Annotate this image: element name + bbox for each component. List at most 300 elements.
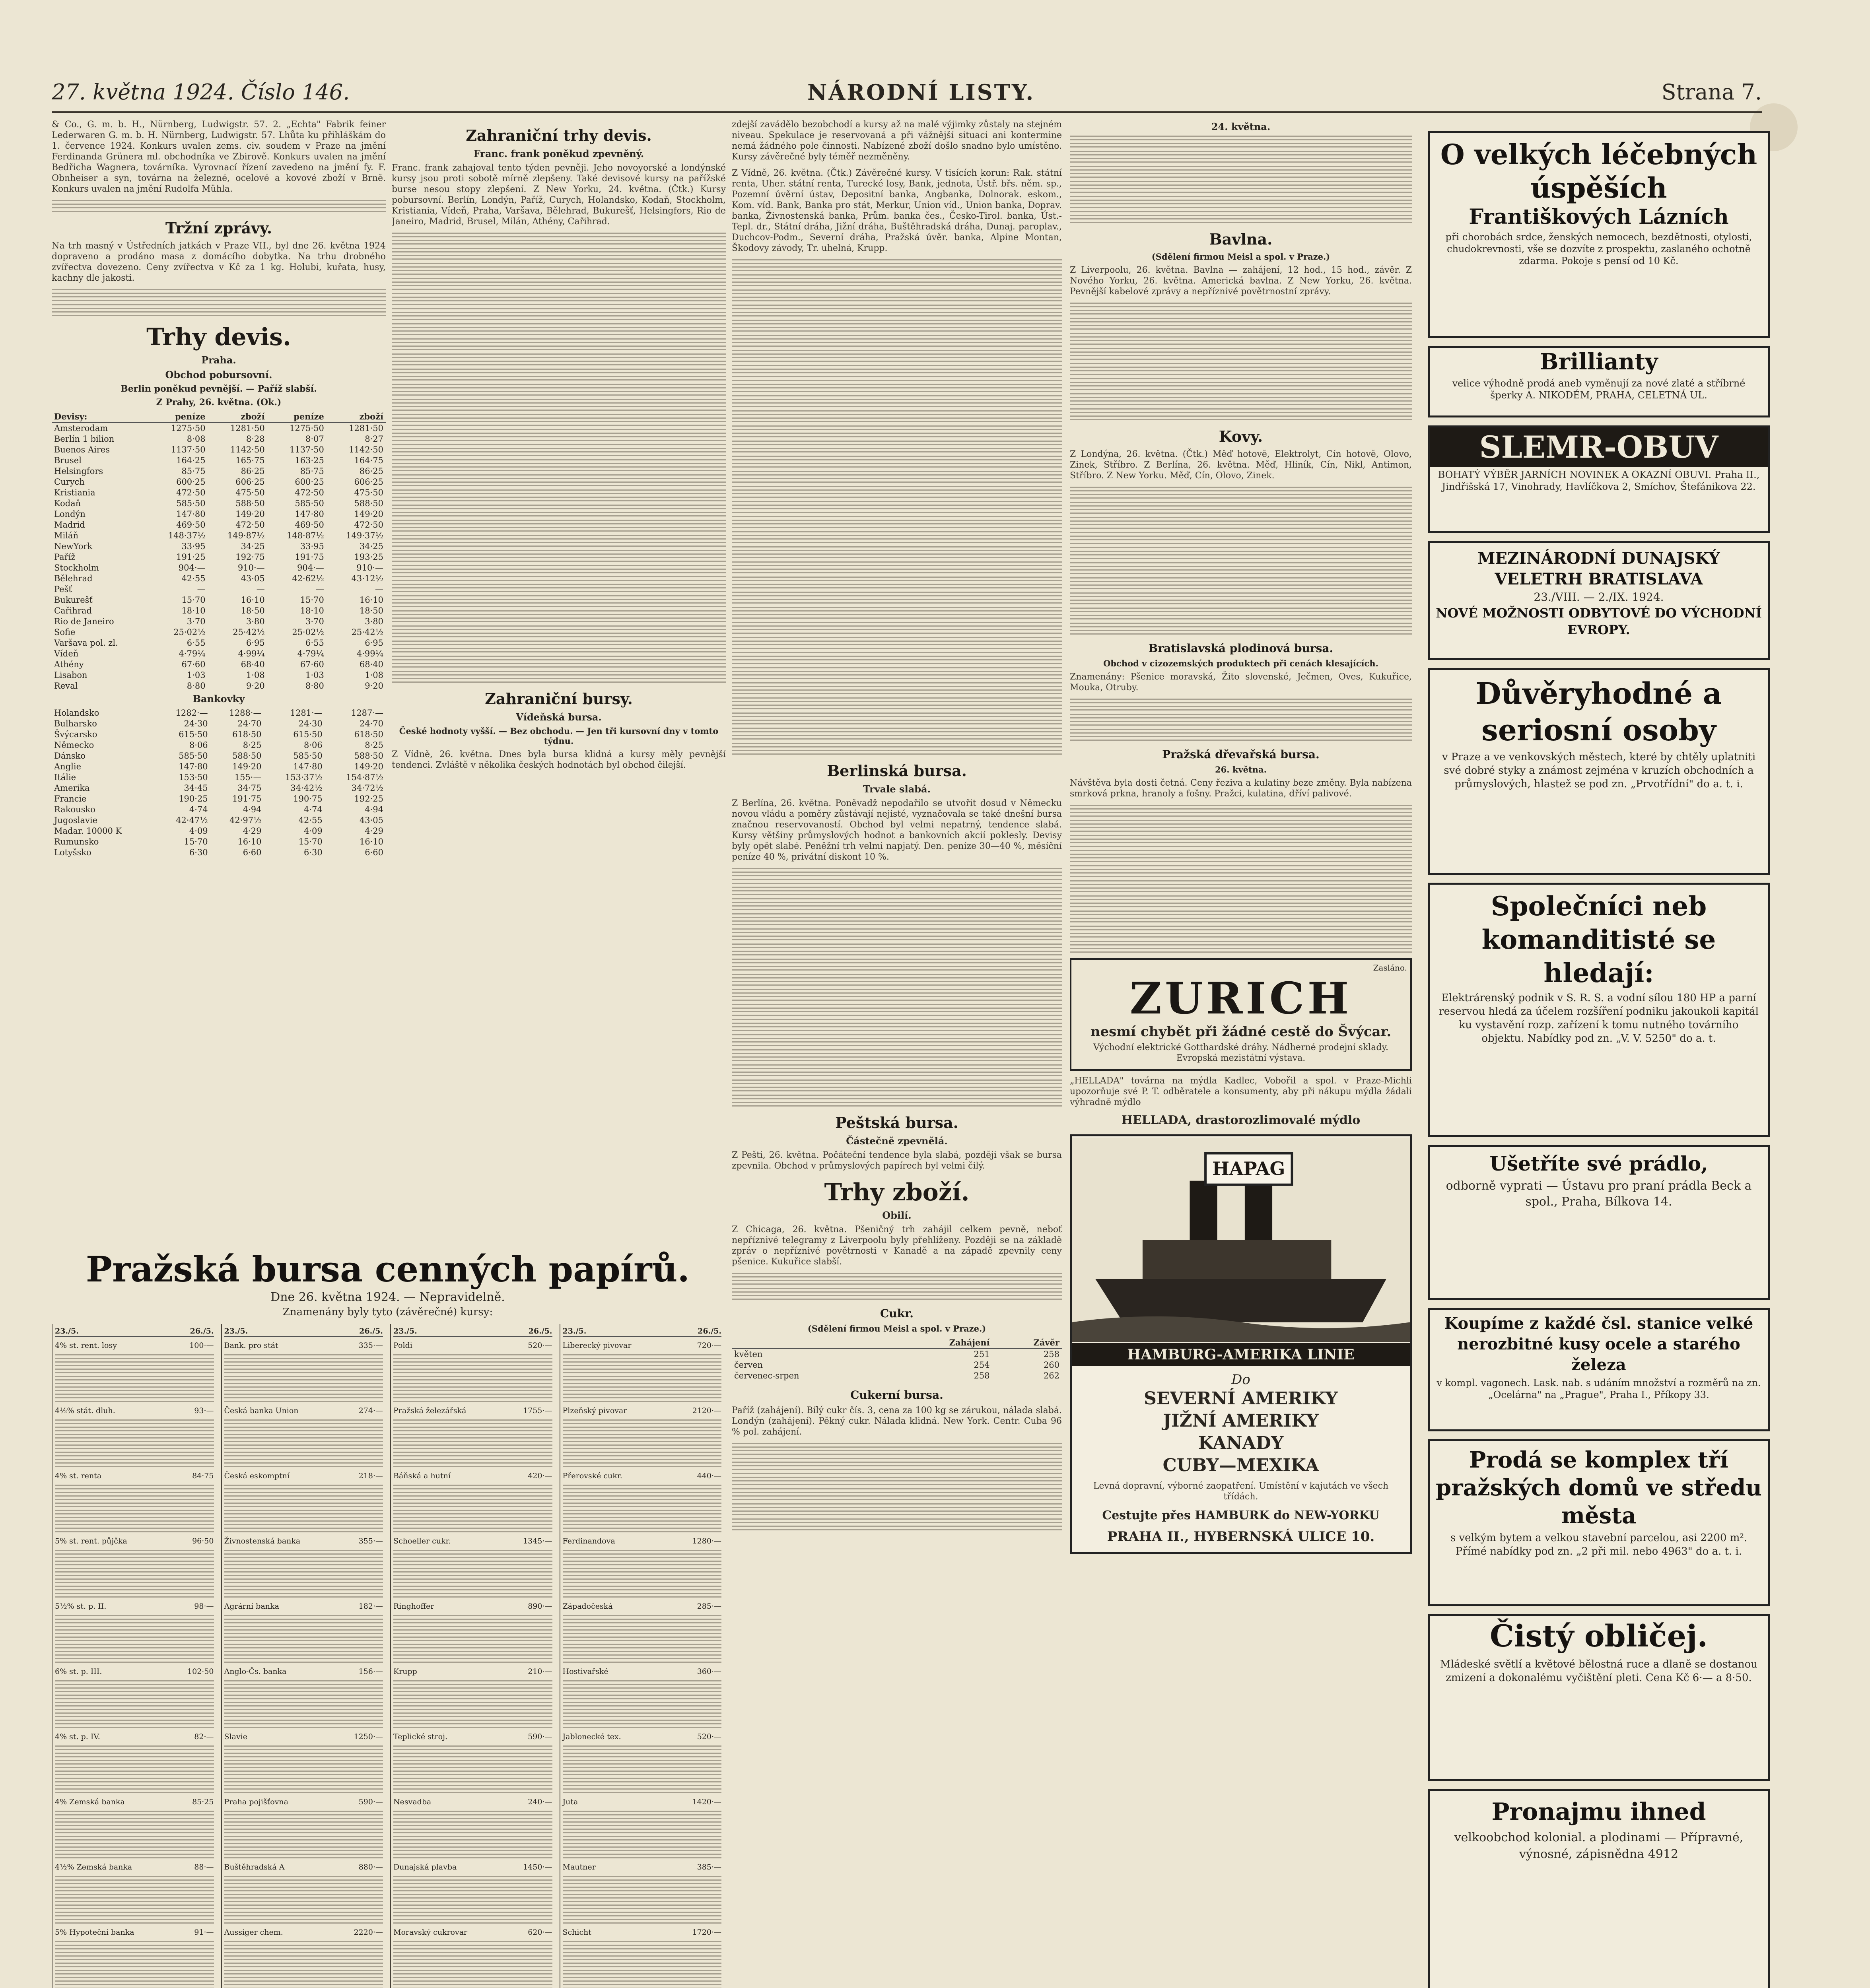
- bursa-row: [224, 1602, 383, 1611]
- ship-do: Do: [1231, 1372, 1250, 1388]
- security-name: Poldi: [393, 1341, 412, 1350]
- table-cell: 163·25: [295, 456, 324, 465]
- devisy-row: [52, 477, 386, 487]
- devisy-row: [52, 681, 386, 691]
- text-lines: [732, 1473, 1062, 1485]
- table-cell: —: [197, 584, 206, 594]
- table-cell: 34·25: [359, 542, 383, 551]
- security-price: 1280·—: [692, 1537, 721, 1545]
- bursa-row: [55, 1667, 214, 1676]
- table-cell: Athény: [54, 660, 84, 669]
- devisy-table: [52, 411, 386, 691]
- text-lines: [1070, 487, 1412, 499]
- ad-zelezo-text: v kompl. vagonech. Lask. nab. s udáním množství a rozměrů na zn. „Ocelárna" na „Prague", Praha I., Příkopy 33.: [1437, 1377, 1761, 1400]
- text-lines: [732, 274, 1062, 286]
- security-price: 335·—: [358, 1341, 383, 1350]
- videnska-text: Z Vídně, 26. května. Dnes byla bursa klidná a kursy měly pevnější tendenci. Zvláště v několika českých hodnotách byl obchod čilejší.: [392, 749, 726, 770]
- table-cell: 262: [1043, 1371, 1059, 1380]
- bursa-row: [393, 1732, 552, 1741]
- table-cell: 6·55: [305, 638, 324, 648]
- text-lines: [732, 546, 1062, 558]
- devisy-row: [52, 595, 386, 606]
- table-cell: Německo: [54, 740, 94, 750]
- table-cell: 1142·50: [230, 445, 265, 454]
- ad-pradlo-text: odborně vyprati — Ústavu pro praní prádla Beck a spol., Praha, Bílkova 14.: [1446, 1179, 1752, 1209]
- table-cell: 15·70: [298, 837, 323, 846]
- security-name: Juta: [562, 1798, 578, 1806]
- table-cell: 191·25: [176, 552, 206, 562]
- bursa-row: [563, 1862, 722, 1872]
- table-cell: 1·03: [187, 670, 206, 680]
- text-lines: [732, 652, 1062, 664]
- text-lines: [392, 671, 726, 683]
- security-price: 355·—: [358, 1537, 383, 1545]
- zahranicni-trhy-heading: Zahraniční trhy devis.: [466, 126, 652, 144]
- bankovky-table: [52, 708, 386, 858]
- table-cell: Londýn: [54, 509, 86, 519]
- masthead-title: NÁRODNÍ LISTY.: [807, 80, 1035, 105]
- pestska-bursa-heading: Peštská bursa.: [835, 1114, 958, 1132]
- table-cell: Dánsko: [54, 751, 86, 761]
- column-1: [52, 119, 386, 1244]
- berlinska-text: Z Berlína, 26. května. Poněvadž nepodařilo se utvořit dosud v Německu novou vládu a poměry zůstávají nejisté, vyznačovala se také dnešní bursa značnou reservovaností. Obchod byl velmi nepatrný, tendence slabá. Kursy většiny průmyslových hodnot a bankovních akcií poklesly. Devisy byly opět slabé. Peněžní trh velmi napjatý. Den. peníze 30—40 %, měsíční peníze 40 %, privátní diskont 10 %.: [732, 798, 1062, 862]
- text-lines: [732, 380, 1062, 392]
- table-cell: 6·55: [187, 638, 206, 648]
- text-lines: [563, 1354, 722, 1402]
- text-lines: [392, 535, 726, 547]
- security-price: 100·—: [189, 1341, 214, 1350]
- bankovky-row: [52, 837, 386, 847]
- table-cell: 4·74: [303, 805, 323, 814]
- ad-proda-se-domy: [1428, 1439, 1770, 1606]
- bursa-row: [224, 1862, 383, 1872]
- ad-spolecnici: [1428, 883, 1770, 1137]
- table-cell: Vídeň: [54, 649, 79, 658]
- security-price: 274·—: [358, 1406, 383, 1415]
- security-price: 82·—: [194, 1732, 214, 1741]
- column-header: zboží: [208, 411, 267, 423]
- ad-pronajmu-title: Pronajmu ihned: [1491, 1798, 1706, 1826]
- table-cell: červen: [734, 1360, 763, 1370]
- table-cell: 1281·—: [290, 708, 323, 718]
- devisy-row: [52, 670, 386, 681]
- text-lines: [1070, 196, 1412, 208]
- bratislavska-heading: Bratislavská plodinová bursa.: [1148, 642, 1333, 655]
- table-cell: 34·75: [237, 783, 262, 793]
- col3-intro: zdejší zavádělo bezobchodí a kursy až na malé výjimky zůstaly na stejném niveau. Spekulace je reservovaná a při vážnější situaci ani kontermine nemá žádného pole činnosti. Nabízené zboží došlo snadno bylo umístěno. Kursy závěrečné byly téměř nezměněny. Z Vídně, 26. května. (Čtk.) Závěrečné kursy. V tisících korun: Rak. státní renta, Uher. státní renta, Turecké losy, Bank, jednota, Ústř. břs. něm. sp., Pozemní úvěrní ústav, Depositní banka, Angbanka, Dolnorak. eskom., Kom. víd. Bank, Banka pro stát, Merkur, Union víd., Union banka, Doprav. banka, Živnostenská banka, Prům. banka čes., Česko-Tirol. banka, Úst.-Tepl. dr., Státní dráha, Jižní dráha, Buštěhradská dráha, Dunaj. paroplav., Duchcov-Podm., Severní dráha, Pražská úvěr. banka, Alpine Montan, Škodovy závody, Tr. uhelná, Krupp.: [732, 120, 1062, 253]
- text-lines: [1070, 835, 1412, 847]
- table-cell: 6·60: [365, 848, 383, 857]
- text-lines: [732, 425, 1062, 437]
- security-name: Teplické stroj.: [393, 1732, 448, 1741]
- bankovky-subheading: Bankovky: [192, 693, 245, 705]
- table-cell: 192·75: [235, 552, 265, 562]
- table-cell: 585·50: [176, 499, 206, 508]
- text-lines: [563, 1550, 722, 1598]
- text-lines: [732, 365, 1062, 377]
- ad-brillianty-text: velice výhodně prodá aneb vyměnují za nové zlaté a stříbrné šperky A. NIKODÉM, PRAHA, CELETNÁ UL.: [1452, 378, 1746, 401]
- security-name: 5% st. rent. půjčka: [55, 1537, 127, 1545]
- table-cell: 4·79¼: [179, 649, 206, 658]
- cukr-row: [732, 1349, 1062, 1360]
- text-lines: [732, 486, 1062, 498]
- table-cell: 16·10: [359, 595, 383, 605]
- security-price: 1450·—: [523, 1863, 552, 1872]
- hellada-text: „HELLADA" továrna na mýdla Kadlec, Vobořil a spol. v Praze-Michli upozorňuje své P. T. odběratele a konsumenty, aby při nákupu mýdla žádali výhradně mýdlo: [1070, 1076, 1412, 1107]
- table-cell: Reval: [54, 681, 78, 691]
- table-cell: 1142·50: [349, 445, 383, 454]
- security-name: 4% st. p. IV.: [55, 1732, 100, 1741]
- bankovky-row: [52, 826, 386, 837]
- table-cell: Bukurešť: [54, 595, 93, 605]
- table-cell: 1282·—: [175, 708, 208, 718]
- table-cell: 615·50: [179, 730, 208, 739]
- table-cell: 910·—: [356, 563, 383, 573]
- pestska-text: Z Pešti, 26. května. Počáteční tendence byla slabá, později však se bursa zpevnila. Obchod v průmyslových papírech byl velmi čilý.: [732, 1150, 1062, 1171]
- security-price: 890·—: [528, 1602, 552, 1611]
- text-lines: [732, 1034, 1062, 1046]
- table-cell: 472·50: [295, 488, 324, 497]
- security-name: Aussiger chem.: [224, 1928, 283, 1937]
- prazska-bursa-note: Znamenány byly tyto (závěrečné) kursy:: [282, 1306, 493, 1318]
- cukr-row: [732, 1371, 1062, 1381]
- table-cell: 606·25: [235, 477, 265, 487]
- bursa-row: [55, 1406, 214, 1415]
- text-lines: [1070, 303, 1412, 315]
- text-lines: [732, 667, 1062, 679]
- table-cell: 588·50: [354, 499, 383, 508]
- security-price: 102·50: [187, 1667, 214, 1676]
- bursa-column: [52, 1324, 216, 1988]
- table-cell: 618·50: [232, 730, 262, 739]
- table-cell: 67·60: [300, 660, 324, 669]
- table-cell: 1·08: [246, 670, 265, 680]
- drevarska-heading: Pražská dřevařská bursa.: [1162, 748, 1320, 761]
- bursa-date-label: 23./5.: [562, 1327, 587, 1336]
- table-cell: 9·20: [246, 681, 265, 691]
- table-cell: 1281·50: [349, 423, 383, 433]
- text-lines: [732, 531, 1062, 543]
- security-price: 85·25: [192, 1798, 214, 1806]
- table-cell: 164·25: [176, 456, 206, 465]
- text-lines: [563, 1680, 722, 1728]
- table-cell: 472·50: [354, 520, 383, 530]
- bursa-date-label: 26./5.: [359, 1327, 383, 1336]
- security-name: Praha pojišťovna: [224, 1798, 288, 1806]
- text-lines: [732, 592, 1062, 604]
- security-name: Mautner: [562, 1863, 596, 1872]
- text-lines: [732, 607, 1062, 619]
- column-2: [392, 119, 726, 1244]
- column-header: [732, 1337, 890, 1349]
- table-cell: Jugoslavie: [54, 815, 98, 825]
- security-name: Plzeňský pivovar: [562, 1406, 627, 1415]
- table-cell: Lotyšsko: [54, 848, 91, 857]
- security-name: Jablonecké tex.: [562, 1732, 621, 1741]
- table-cell: 585·50: [179, 751, 208, 761]
- table-cell: Cařihrad: [54, 606, 92, 615]
- table-cell: 4·09: [189, 826, 208, 836]
- text-lines: [732, 928, 1062, 940]
- ad-brillianty: [1428, 346, 1770, 417]
- table-cell: 42·62½: [292, 574, 324, 583]
- bursa-row: [393, 1602, 552, 1611]
- ad-osoby-text: v Praze a ve venkovských městech, které by chtěly uplatniti své dobré styky a známost zejména v kruzích obchodních a průmyslových, hlastež se pod zn. „Prvotřídní" do a. t. i.: [1442, 751, 1756, 790]
- berlinska-bursa-heading: Berlinská bursa.: [827, 762, 967, 780]
- security-name: Západočeská: [562, 1602, 613, 1611]
- drevarska-date: 26. května.: [1215, 765, 1267, 775]
- ad-slemr-title: SLEMR-OBUV: [1430, 427, 1768, 467]
- security-price: 1345·—: [523, 1537, 552, 1545]
- text-lines: [732, 320, 1062, 332]
- table-cell: 33·95: [181, 542, 206, 551]
- page-header: [52, 76, 1762, 113]
- security-price: 420·—: [528, 1472, 552, 1480]
- table-cell: 15·70: [184, 837, 208, 846]
- prazska-bursa-table: [52, 1324, 724, 1988]
- table-cell: 154·87½: [346, 773, 383, 782]
- bankovky-row: [52, 772, 386, 783]
- devisy-row: [52, 445, 386, 455]
- security-name: Liberecký pivovar: [562, 1341, 632, 1350]
- text-lines: [1070, 699, 1412, 711]
- ad-lazne-subtitle: Františkových Lázních: [1469, 205, 1729, 229]
- text-lines: [1070, 348, 1412, 360]
- table-cell: Sofie: [54, 627, 76, 637]
- bursa-row: [224, 1732, 383, 1741]
- text-lines: [1070, 318, 1412, 330]
- text-lines: [393, 1876, 552, 1924]
- table-cell: 1287·—: [351, 708, 383, 718]
- text-lines: [1070, 378, 1412, 390]
- ad-domy-text: s velkým bytem a velkou stavební parcelou, asi 2200 m². Přímé nabídky pod zn. „2 při mil. nebo 4963" do a. t. i.: [1450, 1532, 1748, 1557]
- table-cell: Madrid: [54, 520, 85, 530]
- text-lines: [732, 350, 1062, 362]
- bursa-row: [393, 1862, 552, 1872]
- text-lines: [224, 1876, 383, 1924]
- ad-dunajsky-veletrh: [1428, 541, 1770, 660]
- bankovky-row: [52, 804, 386, 815]
- text-lines: [393, 1615, 552, 1663]
- bankovky-row: [52, 815, 386, 826]
- table-cell: 43·12½: [351, 574, 383, 583]
- issue-date: 27. května 1924. Číslo 146.: [52, 80, 350, 105]
- text-lines: [224, 1941, 383, 1988]
- text-lines: [732, 637, 1062, 649]
- table-cell: 6·95: [246, 638, 265, 648]
- table-cell: 153·50: [179, 773, 208, 782]
- table-cell: 147·80: [293, 762, 323, 771]
- devisy-header-row: [52, 411, 386, 423]
- ad-pradlo-title: Ušetříte své prádlo,: [1489, 1152, 1708, 1175]
- table-cell: Pešť: [54, 584, 72, 594]
- text-lines: [52, 304, 386, 316]
- table-cell: 33·95: [300, 542, 324, 551]
- table-cell: 147·80: [179, 762, 208, 771]
- security-price: 218·—: [358, 1472, 383, 1480]
- table-cell: Paříž: [54, 552, 76, 562]
- text-lines: [55, 1419, 214, 1467]
- table-cell: 615·50: [293, 730, 323, 739]
- table-cell: 258: [1043, 1349, 1059, 1359]
- ad-duveryhodne-osoby: [1428, 668, 1770, 875]
- text-lines: [732, 561, 1062, 573]
- text-lines: [732, 441, 1062, 452]
- table-cell: 42·97½: [229, 815, 262, 825]
- devisy-row: [52, 423, 386, 434]
- ship-text: Levná dopravní, výborné zaopatření. Umístění v kajutách ve všech třídách.: [1093, 1481, 1389, 1502]
- table-cell: 1281·50: [230, 423, 265, 433]
- table-cell: 4·29: [243, 826, 262, 836]
- column-header: peníze: [267, 411, 327, 423]
- berlin-note: Berlin poněkud pevnější. — Paříž slabší.: [121, 384, 317, 394]
- text-lines: [732, 395, 1062, 407]
- table-cell: 9·20: [365, 681, 383, 691]
- table-cell: 1·08: [365, 670, 383, 680]
- table-cell: Itálie: [54, 773, 76, 782]
- table-cell: 1288·—: [229, 708, 262, 718]
- bursa-row: [55, 1928, 214, 1937]
- rates-caption: Z Prahy, 26. května. (Ok.): [156, 397, 282, 408]
- bursa-row: [55, 1732, 214, 1741]
- text-lines: [1070, 502, 1412, 514]
- security-name: 6% st. p. III.: [55, 1667, 102, 1676]
- text-lines: [563, 1485, 722, 1532]
- text-lines: [1070, 911, 1412, 922]
- text-lines: [392, 656, 726, 668]
- bursa-row: [55, 1862, 214, 1872]
- security-name: Ferdinandova: [562, 1537, 615, 1545]
- bursa-column-header: [393, 1326, 552, 1337]
- text-lines: [392, 550, 726, 562]
- obili-subheading: Obilí.: [882, 1209, 912, 1221]
- text-lines: [393, 1485, 552, 1532]
- text-lines: [55, 1680, 214, 1728]
- text-lines: [392, 308, 726, 320]
- table-cell: 3·70: [187, 617, 206, 626]
- text-lines: [732, 1503, 1062, 1515]
- bursa-row: [563, 1732, 722, 1741]
- bursa-row: [393, 1406, 552, 1415]
- table-cell: 904·—: [297, 563, 324, 573]
- text-lines: [732, 974, 1062, 986]
- bursa-column: [560, 1324, 724, 1988]
- security-name: Dunajská plavba: [393, 1863, 457, 1872]
- security-name: Buštěhradská A: [224, 1863, 285, 1872]
- bursa-row: [55, 1797, 214, 1807]
- security-name: Krupp: [393, 1667, 417, 1676]
- text-lines: [1070, 181, 1412, 193]
- text-lines: [732, 456, 1062, 468]
- table-cell: Amerika: [54, 783, 90, 793]
- text-lines: [392, 248, 726, 260]
- bursa-row: [393, 1471, 552, 1481]
- text-lines: [224, 1615, 383, 1663]
- security-name: Báňská a hutní: [393, 1472, 451, 1480]
- table-cell: Holandsko: [54, 708, 99, 718]
- security-price: 88·—: [194, 1863, 214, 1872]
- table-cell: 24·70: [359, 719, 383, 728]
- bursa-row: [224, 1797, 383, 1807]
- kovy-text: Z Londýna, 26. května. (Čtk.) Měď hotově, Elektrolyt, Cín hotově, Olovo, Zinek, Stříbro. Z Berlína, 26. května. Měď, Hliník, Cín, Nikl, Antimon, Stříbro. Z New Yorku. Měď, Cín, Olovo, Zinek.: [1070, 449, 1412, 481]
- table-cell: 18·10: [300, 606, 324, 615]
- column-header: Zahájení: [890, 1337, 992, 1349]
- table-cell: 147·80: [176, 509, 206, 519]
- text-lines: [392, 489, 726, 501]
- security-name: 4½% Zemská banka: [55, 1863, 132, 1872]
- devisy-row: [52, 455, 386, 466]
- table-cell: 469·50: [295, 520, 324, 530]
- devisy-row: [52, 509, 386, 520]
- table-cell: 4·79¼: [297, 649, 324, 658]
- bursa-row: [224, 1341, 383, 1350]
- text-lines: [732, 913, 1062, 925]
- security-price: 240·—: [528, 1798, 552, 1806]
- table-cell: Anglie: [54, 762, 81, 771]
- security-price: 520·—: [528, 1341, 552, 1350]
- text-lines: [1070, 608, 1412, 619]
- ad-brillianty-title: Brillianty: [1540, 349, 1658, 375]
- security-price: 96·50: [192, 1537, 214, 1545]
- ad-lazne-text: při chorobách srdce, ženských nemocech, bezdětnosti, otylosti, chudokrevnosti, vše se dozvíte z prospektu, zaslaného ochotně zdarma. Pokoje s pensí od 10 Kč.: [1445, 231, 1752, 266]
- table-cell: 4·74: [189, 805, 208, 814]
- text-lines: [732, 410, 1062, 422]
- ship-dest-1: SEVERNÍ AMERIKY: [1144, 1388, 1338, 1409]
- ad-veletrh-title: MEZINÁRODNÍ DUNAJSKÝ VELETRH BRATISLAVA: [1477, 549, 1720, 588]
- hellada-title: HELLADA, drastorozlimovalé mýdlo: [1121, 1113, 1361, 1127]
- text-lines: [732, 898, 1062, 910]
- text-lines: [1070, 211, 1412, 223]
- bursa-column: [390, 1324, 555, 1988]
- table-cell: 165·75: [235, 456, 265, 465]
- bankovky-row: [52, 708, 386, 718]
- bavlna-firma: (Sdělení firmou Meisl a spol. v Praze.): [1151, 252, 1330, 262]
- text-lines: [392, 625, 726, 637]
- table-cell: 472·50: [235, 520, 265, 530]
- bankovky-row: [52, 718, 386, 729]
- bursa-column-header: [563, 1326, 722, 1337]
- table-cell: 606·25: [354, 477, 383, 487]
- bursa-row: [224, 1406, 383, 1415]
- text-lines: [55, 1941, 214, 1988]
- table-cell: 85·75: [181, 466, 206, 476]
- ad-spolecnici-title: Společníci neb komanditisté se hledají:: [1481, 891, 1716, 988]
- table-cell: Švýcarsko: [54, 730, 97, 739]
- text-lines: [392, 595, 726, 607]
- security-price: 93·—: [194, 1406, 214, 1415]
- text-lines: [392, 580, 726, 592]
- text-lines: [563, 1811, 722, 1858]
- ad-pradlo: [1428, 1145, 1770, 1300]
- bursa-row: [55, 1602, 214, 1611]
- text-lines: [393, 1941, 552, 1988]
- devisy-row: [52, 627, 386, 638]
- text-lines: [732, 697, 1062, 709]
- text-lines: [1070, 393, 1412, 405]
- security-name: Schicht: [562, 1928, 591, 1937]
- security-name: Slavie: [224, 1732, 247, 1741]
- devisy-row: [52, 520, 386, 530]
- ad-frantiskovy-lazne: [1428, 131, 1770, 338]
- trhy-zbozi-heading: Trhy zboží.: [824, 1178, 970, 1206]
- frank-subheading: Franc. frank poněkud zpevněný.: [473, 148, 644, 159]
- devisy-row: [52, 584, 386, 595]
- table-cell: —: [256, 584, 265, 594]
- table-cell: 42·47½: [176, 815, 208, 825]
- table-cell: 254: [974, 1360, 990, 1370]
- security-name: 5½% st. p. II.: [55, 1602, 107, 1611]
- table-cell: 190·75: [293, 794, 323, 804]
